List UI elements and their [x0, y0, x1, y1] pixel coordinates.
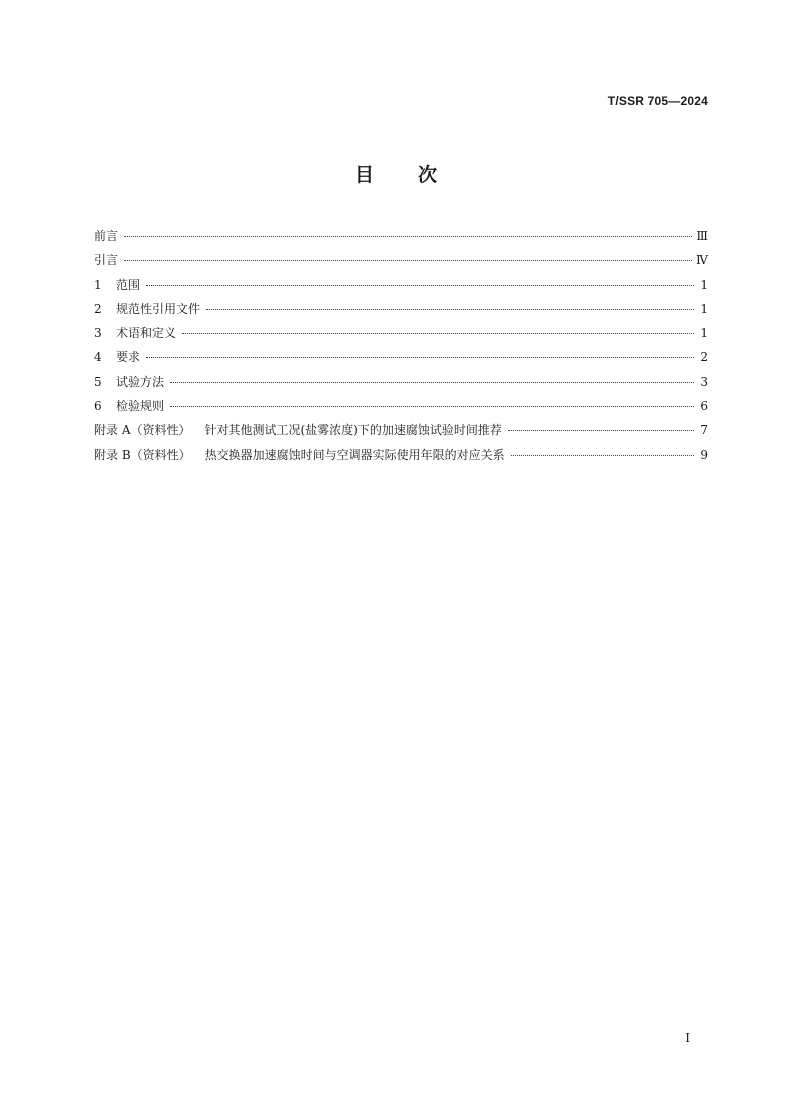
toc-entry-heading	[94, 277, 140, 293]
toc-appendix-tag: 附录 B（资料性）	[94, 447, 191, 462]
toc-entry-heading	[94, 301, 200, 317]
document-code: T/SSR 705—2024	[607, 94, 708, 108]
toc-entry-label: 范围	[116, 277, 141, 292]
toc-entry-appendix-a[interactable]	[94, 422, 708, 446]
toc-entry-label: 试验方法	[116, 374, 165, 389]
toc-entry-scope[interactable]	[94, 277, 708, 301]
toc-entry-label: 规范性引用文件	[116, 301, 201, 316]
toc-entry-label: 要求	[116, 350, 141, 365]
toc-entry-heading	[94, 349, 140, 365]
toc-leader-dots	[170, 406, 694, 407]
toc-leader-dots	[124, 236, 692, 237]
toc-leader-dots	[124, 260, 692, 261]
toc-appendix-tag: 附录 A（资料性）	[94, 423, 191, 438]
toc-entry-heading	[94, 447, 505, 463]
toc-entry-test-methods[interactable]	[94, 374, 708, 398]
toc-entry-page: 1	[700, 277, 708, 292]
toc-entry-page: Ⅲ	[696, 229, 708, 243]
toc-entry-number: 1	[94, 277, 102, 292]
toc-leader-dots	[511, 455, 694, 456]
toc-leader-dots	[170, 382, 694, 383]
toc-entry-heading	[94, 422, 502, 438]
toc-leader-dots	[182, 333, 694, 334]
toc-entry-page: 6	[700, 399, 708, 414]
toc-leader-dots	[206, 309, 694, 310]
toc-entry-page: Ⅳ	[696, 253, 708, 268]
toc-entry-page: 3	[700, 374, 708, 389]
toc-entry-appendix-b[interactable]	[94, 447, 708, 471]
toc-entry-label: 前言	[94, 229, 119, 243]
toc-entry-requirements[interactable]	[94, 349, 708, 373]
toc-entry-label: 术语和定义	[116, 326, 177, 341]
page-number: I	[685, 1031, 690, 1045]
toc-entry-page: 2	[700, 350, 708, 365]
toc-entry-number: 3	[94, 326, 102, 341]
table-of-contents	[94, 228, 708, 471]
toc-entry-page: 7	[700, 423, 708, 438]
toc-entry-inspection-rules[interactable]	[94, 398, 708, 422]
toc-leader-dots	[146, 357, 694, 358]
toc-entry-introduction[interactable]	[94, 252, 708, 276]
toc-leader-dots	[508, 430, 694, 431]
toc-entry-label: 热交换器加速腐蚀时间与空调器实际使用年限的对应关系	[204, 447, 505, 462]
toc-entry-number: 6	[94, 399, 102, 414]
toc-entry-heading	[94, 398, 164, 414]
toc-entry-page: 1	[700, 326, 708, 341]
toc-entry-number: 5	[94, 374, 102, 389]
toc-entry-heading	[94, 374, 164, 390]
toc-entry-foreword[interactable]	[94, 228, 708, 252]
toc-leader-dots	[146, 285, 694, 286]
toc-entry-label: 引言	[94, 253, 119, 268]
toc-entry-label: 针对其他测试工况(盐雾浓度)下的加速腐蚀试验时间推荐	[204, 423, 502, 438]
toc-title: 目次	[354, 164, 481, 186]
toc-entry-normative-references[interactable]	[94, 301, 708, 325]
toc-entry-label: 检验规则	[116, 399, 165, 414]
toc-entry-number: 4	[94, 350, 102, 365]
toc-entry-number: 2	[94, 301, 102, 316]
toc-entry-heading	[94, 325, 176, 341]
toc-entry-page: 1	[700, 301, 708, 316]
toc-entry-terms-definitions[interactable]	[94, 325, 708, 349]
toc-entry-page: 9	[700, 447, 708, 462]
